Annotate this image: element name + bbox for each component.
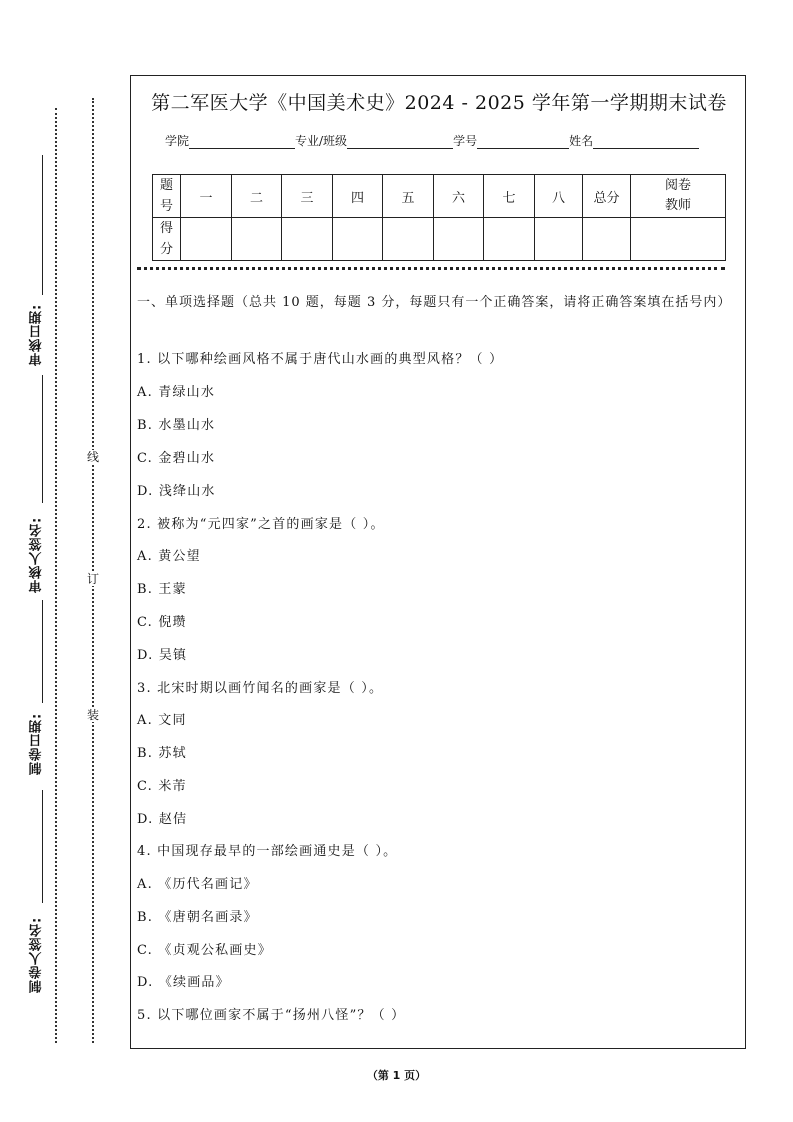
review-date-line — [42, 155, 43, 295]
option-item: A. 《历代名画记》 — [137, 877, 258, 892]
reviewer-signature-line — [42, 375, 43, 503]
option-item: C. 倪瓒 — [137, 615, 187, 630]
option-item: B. 水墨山水 — [137, 418, 216, 433]
score-col-7: 七 — [484, 175, 535, 218]
student-id-label: 学号 — [453, 134, 478, 148]
option-item: A. 文同 — [137, 713, 187, 728]
score-col-6: 六 — [434, 175, 484, 218]
binding-char-bind: 装 — [86, 708, 99, 722]
question-stem: 2. 被称为“元四家”之首的画家是（ ）。 — [137, 517, 385, 532]
option-item: D. 浅绛山水 — [137, 484, 216, 499]
score-col-1: 一 — [181, 175, 232, 218]
score-cell[interactable] — [383, 218, 434, 261]
score-table — [152, 174, 726, 261]
college-field[interactable] — [189, 135, 295, 149]
reviewer-cell[interactable] — [631, 218, 726, 261]
question-stem: 1. 以下哪种绘画风格不属于唐代山水画的典型风格？（ ） — [137, 352, 504, 367]
major-class-label: 专业/班级 — [295, 134, 348, 148]
score-cell[interactable] — [232, 218, 282, 261]
score-col-3: 三 — [282, 175, 333, 218]
paper-maker-signature-label: 制卷人签名: — [29, 916, 45, 993]
reviewer-signature-label: 审核人签名: — [29, 516, 45, 593]
college-label: 学院 — [165, 134, 190, 148]
option-item: B. 王蒙 — [137, 582, 187, 597]
student-info-row — [165, 132, 699, 149]
paper-date-label: 制卷日期: — [29, 712, 45, 775]
paper-date-line — [42, 600, 43, 703]
score-col-total: 总分 — [583, 175, 631, 218]
option-item: C. 《贞观公私画史》 — [137, 943, 272, 958]
reviewer-label: 阅卷 教师 — [631, 175, 726, 218]
section-heading: 一、单项选择题（总共 10 题，每题 3 分，每题只有一个正确答案，请将正确答案填在括号内） — [137, 295, 732, 310]
option-item: D. 吴镇 — [137, 648, 188, 663]
page-number: （第 1 页） — [366, 1069, 427, 1082]
question-stem: 5. 以下哪位画家不属于“扬州八怪”？（ ） — [137, 1008, 406, 1023]
score-cell[interactable] — [434, 218, 484, 261]
score-label: 得 分 — [153, 218, 181, 261]
exam-title: 第二军医大学《中国美术史》2024 - 2025 学年第一学期期末试卷 — [151, 92, 727, 114]
option-item: C. 米芾 — [137, 779, 187, 794]
dotted-margin-line-inner — [55, 108, 57, 1043]
option-item: D. 《续画品》 — [137, 975, 230, 990]
score-col-8: 八 — [535, 175, 583, 218]
score-cell[interactable] — [282, 218, 333, 261]
score-cell-total[interactable] — [583, 218, 631, 261]
paper-maker-signature-line — [42, 790, 43, 903]
score-table-score-row — [153, 218, 726, 261]
dotted-binding-line — [92, 98, 94, 1043]
option-item: C. 金碧山水 — [137, 451, 216, 466]
question-number-label: 题 号 — [153, 175, 181, 218]
score-col-5: 五 — [383, 175, 434, 218]
option-item: B. 苏轼 — [137, 746, 187, 761]
student-id-field[interactable] — [477, 135, 569, 149]
score-cell[interactable] — [333, 218, 383, 261]
dotted-separator — [137, 267, 725, 270]
name-label: 姓名 — [569, 134, 594, 148]
score-cell[interactable] — [484, 218, 535, 261]
binding-char-staple: 订 — [86, 572, 99, 586]
score-cell[interactable] — [181, 218, 232, 261]
score-col-2: 二 — [232, 175, 282, 218]
exam-frame — [130, 75, 746, 1049]
score-col-4: 四 — [333, 175, 383, 218]
name-field[interactable] — [593, 135, 699, 149]
questions-area — [137, 292, 739, 1023]
review-date-label: 审核日期: — [29, 303, 45, 366]
score-cell[interactable] — [535, 218, 583, 261]
option-item: B. 《唐朝名画录》 — [137, 910, 258, 925]
option-item: A. 黄公望 — [137, 549, 201, 564]
option-item: A. 青绿山水 — [137, 385, 216, 400]
binding-char-line: 线 — [86, 450, 99, 464]
question-stem: 3. 北宋时期以画竹闻名的画家是（ ）。 — [137, 681, 384, 696]
option-item: D. 赵佶 — [137, 812, 188, 827]
score-table-header-row — [153, 175, 726, 218]
major-class-field[interactable] — [347, 135, 453, 149]
question-stem: 4. 中国现存最早的一部绘画通史是（ ）。 — [137, 844, 398, 859]
